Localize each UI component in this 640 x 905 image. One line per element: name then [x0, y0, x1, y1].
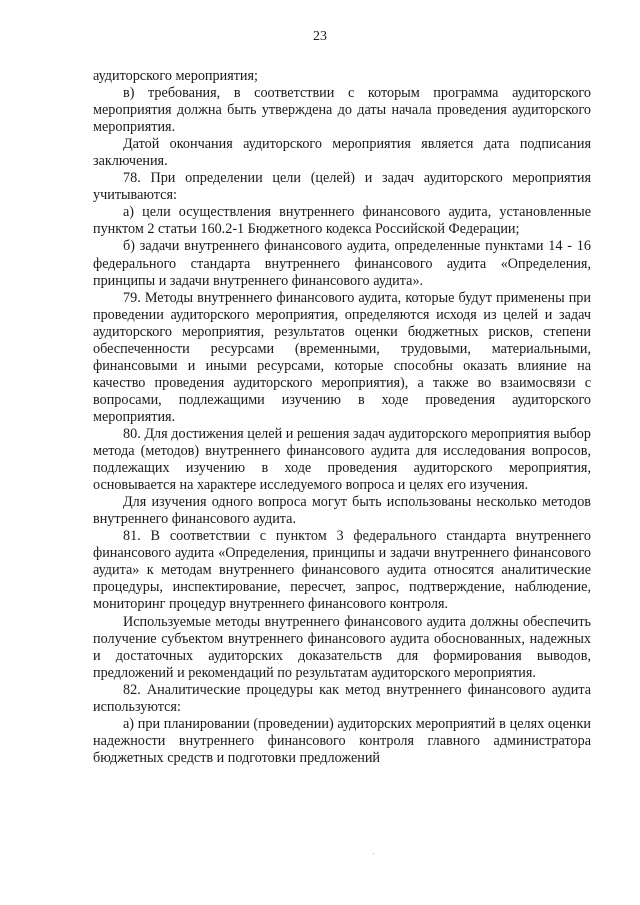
- paragraph-end-date: Датой окончания аудиторского мероприятия является дата подписания заключения.: [93, 136, 591, 170]
- page-number: 23: [313, 29, 327, 44]
- paragraph-78-a: а) цели осуществления внутреннего финансового аудита, установленные пунктом 2 статьи 160.2-1 Бюджетного кодекса Российской Федерации;: [93, 204, 591, 238]
- paragraph-80-note: Для изучения одного вопроса могут быть использованы несколько методов внутреннего финансового аудита.: [93, 494, 591, 528]
- scan-speck: ·: [372, 849, 375, 859]
- paragraph-78: 78. При определении цели (целей) и задач аудиторского мероприятия учитываются:: [93, 170, 591, 204]
- paragraph-continuation: аудиторского мероприятия;: [93, 68, 258, 84]
- paragraph-82-a: а) при планировании (проведении) аудиторских мероприятий в целях оценки надежности внутреннего финансового контроля главного администратора бюджетных средств и подготовки предложений: [93, 715, 591, 766]
- paragraph-78-b: б) задачи внутреннего финансового аудита, определенные пунктами 14 - 16 федерального стандарта внутреннего финансового аудита «Определения, принципы и задачи внутреннего финансового аудита».: [93, 238, 591, 289]
- document-body: [93, 68, 591, 767]
- paragraph-81: 81. В соответствии с пунктом 3 федерального стандарта внутреннего финансового аудита «Определения, принципы и задачи внутреннего финансового аудита» к методам внутреннего финансового аудита относятся аналитические процедуры, инспектирование, пересчет, запрос, подтверждение, наблюдение, мониторинг процедур внутреннего финансового контроля.: [93, 528, 591, 613]
- paragraph-82: 82. Аналитические процедуры как метод внутреннего финансового аудита используются:: [93, 681, 591, 715]
- paragraph-80: 80. Для достижения целей и решения задач аудиторского мероприятия выбор метода (методов) внутреннего финансового аудита для исследования вопросов, подлежащих изучению в ходе проведения аудиторского мероприятия, основывается на характере исследуемого вопроса и целях его изучения.: [93, 425, 591, 494]
- paragraph-79: 79. Методы внутреннего финансового аудита, которые будут применены при проведении аудиторского мероприятия, определяются исходя из целей и задач аудиторского мероприятия, результатов оценки бюджетных рисков, степени обеспеченности ресурсами (временными, трудовыми, материальными, финансовыми и иными ресурсами, которые способны оказать влияние на качество проведения аудиторского мероприятия), а также во взаимосвязи с вопросами, подлежащими изучению в ходе проведения аудиторского мероприятия.: [93, 289, 591, 425]
- paragraph-item-v-requirements: в) требования, в соответствии с которым программа аудиторского мероприятия должна быть утверждена до даты начала проведения аудиторского мероприятия.: [93, 85, 591, 136]
- paragraph-81-methods: Используемые методы внутреннего финансового аудита должны обеспечить получение субъектом внутреннего финансового аудита обоснованных, надежных и достаточных аудиторских доказательств для формирования выводов, предложений и рекомендаций по результатам аудиторского мероприятия.: [93, 613, 591, 681]
